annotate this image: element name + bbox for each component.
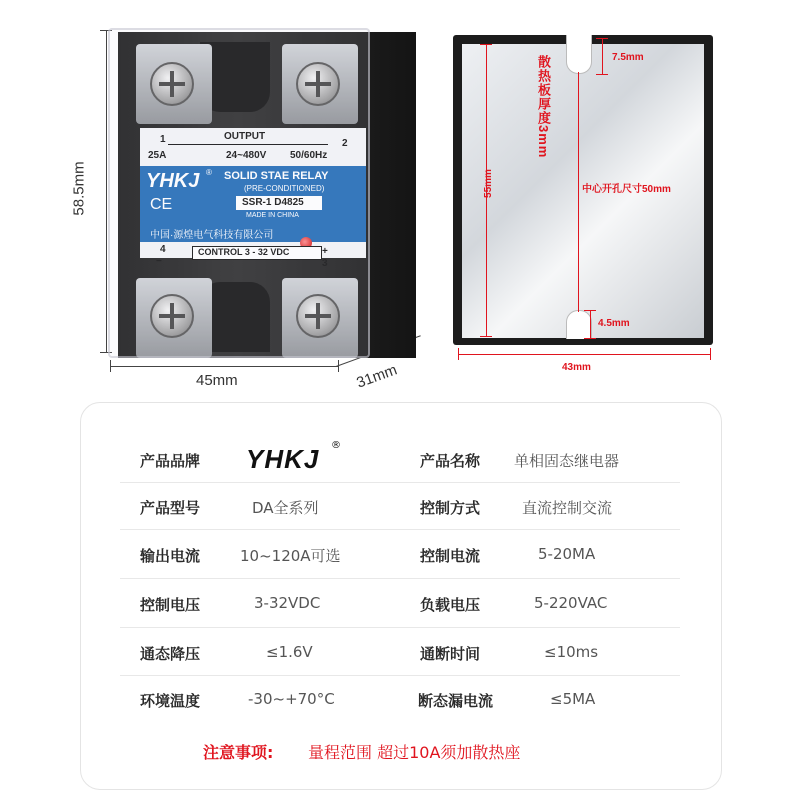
spec-key: 控制电流 — [420, 547, 481, 565]
spec-value: ≤10ms — [544, 643, 599, 661]
terminal-number: 1 — [160, 134, 166, 145]
spec-value: -30~+70°C — [248, 690, 335, 708]
spec-value: ≤5MA — [550, 690, 596, 708]
width-dimension-line — [110, 366, 338, 367]
frequency-text: 50/60Hz — [290, 150, 328, 161]
height-dimension-line — [106, 30, 107, 352]
notice-label: 注意事项: — [203, 743, 274, 762]
spec-key: 产品名称 — [420, 452, 481, 470]
sink-height-label: 55mm — [482, 169, 494, 198]
minus-sign: − — [156, 256, 162, 267]
sink-hole-label: 中心开孔尺寸50mm — [582, 184, 671, 195]
relay-title: SOLID STAE RELAY — [224, 170, 329, 182]
brand-logo: YHKJ — [146, 170, 200, 192]
spec-value: 5-220VAC — [534, 594, 608, 612]
bottom-slot-label: 4.5mm — [598, 318, 630, 329]
current-text: 25A — [148, 150, 167, 161]
spec-key: 断态漏电流 — [418, 692, 494, 710]
spec-value: 3-32VDC — [254, 594, 321, 612]
spec-value: 单相固态继电器 — [514, 452, 620, 470]
spec-key: 控制电压 — [140, 596, 201, 614]
spec-key: 环境温度 — [140, 692, 201, 710]
spec-key: 控制方式 — [420, 499, 481, 517]
relay-subtitle: (PRE-CONDITIONED) — [244, 184, 325, 193]
spec-key: 通态降压 — [140, 645, 201, 663]
company-name: 中国·源煌电气科技有限公司 — [150, 230, 274, 241]
terminal-number: 4 — [160, 244, 166, 255]
bottom-mount-hole — [566, 310, 592, 339]
spec-key: 产品型号 — [140, 499, 201, 517]
spec-key: 产品品牌 — [140, 452, 201, 470]
width-label: 45mm — [196, 372, 238, 389]
spec-key: 负载电压 — [420, 596, 481, 614]
sink-width-label: 43mm — [562, 362, 591, 373]
spec-key: 通断时间 — [420, 645, 481, 663]
spec-value: 直流控制交流 — [522, 499, 613, 517]
model-number: SSR-1 D4825 — [242, 197, 304, 208]
height-label: 58.5mm — [70, 161, 88, 216]
depth-label: 31mm — [354, 361, 400, 392]
registered-mark: ® — [206, 168, 212, 177]
terminal-number: 2 — [342, 138, 348, 149]
terminal-number: 3 — [322, 258, 328, 269]
spec-value: ≤1.6V — [266, 643, 313, 661]
plus-sign: + — [322, 246, 328, 257]
ce-mark: CE — [150, 196, 173, 213]
voltage-text: 24~480V — [226, 150, 267, 161]
made-in-text: MADE IN CHINA — [246, 212, 299, 219]
registered-mark: ® — [331, 440, 341, 451]
top-mount-slot — [566, 35, 592, 74]
spec-value: DA全系列 — [252, 499, 319, 517]
transparent-cover — [108, 28, 370, 358]
output-text: OUTPUT — [224, 131, 266, 142]
spec-value: 5-20MA — [538, 545, 596, 563]
control-voltage-text: CONTROL 3 - 32 VDC — [198, 247, 290, 257]
spec-key: 输出电流 — [140, 547, 201, 565]
sink-thickness-label: 散热板厚度3mm — [536, 55, 551, 159]
brand-logo: YHKJ — [246, 444, 320, 474]
spec-value: 10~120A可选 — [240, 547, 341, 565]
notice-text: 量程范围 超过10A须加散热座 — [308, 743, 521, 762]
top-slot-label: 7.5mm — [612, 52, 644, 63]
